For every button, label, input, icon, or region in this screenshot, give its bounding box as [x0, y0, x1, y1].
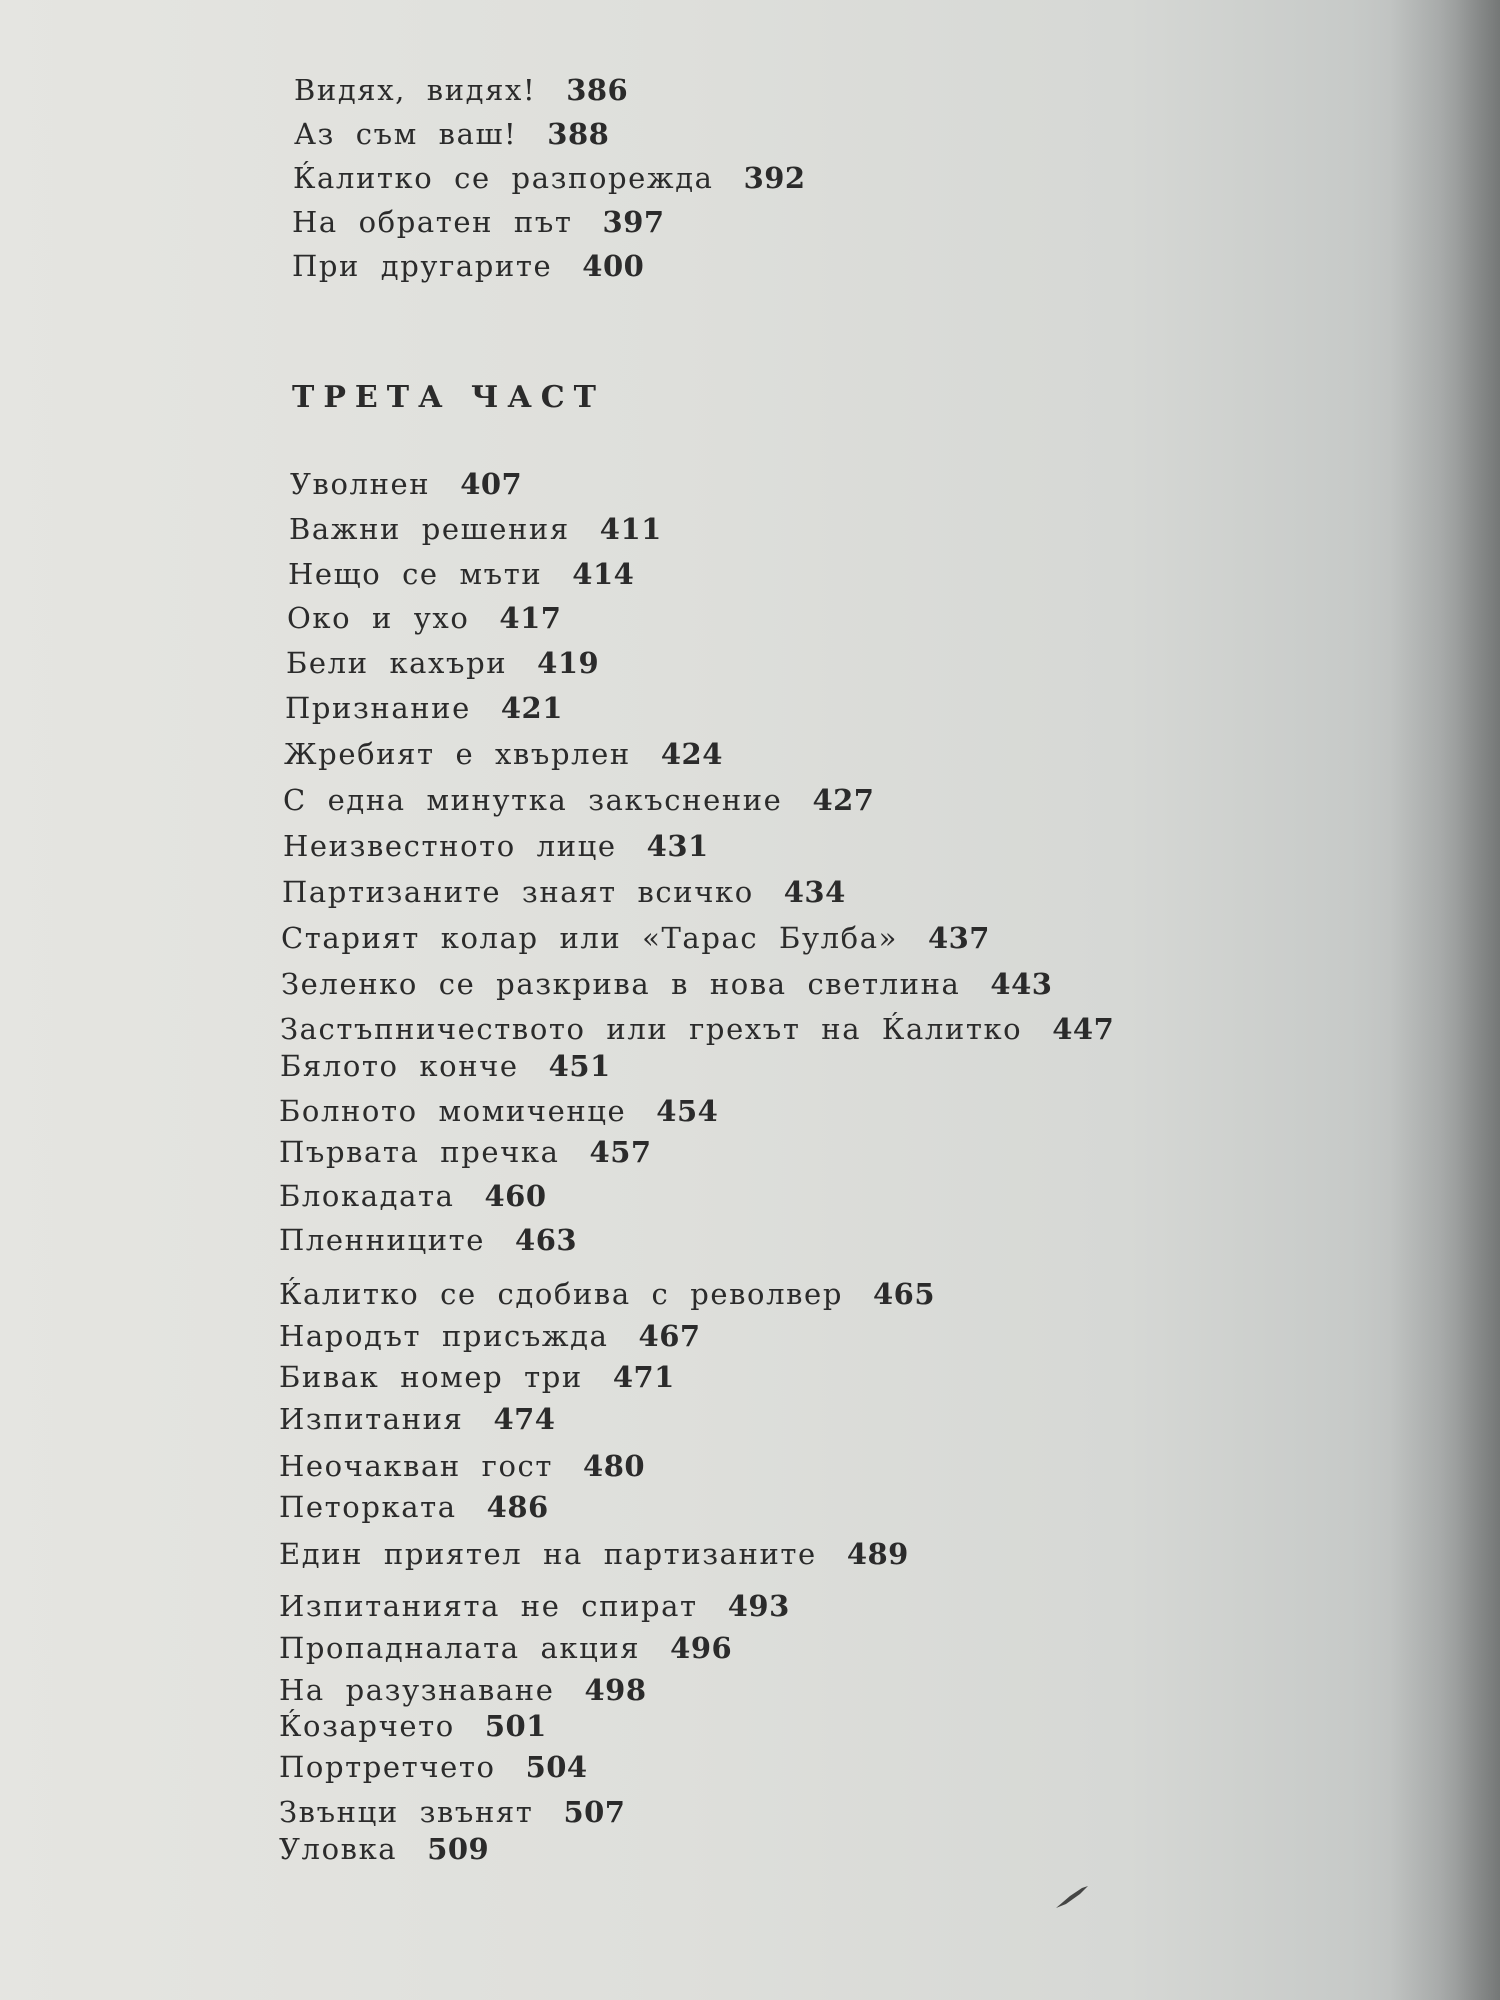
toc-entry	[292, 249, 645, 283]
toc-entry	[284, 737, 723, 771]
toc-entry	[292, 205, 665, 239]
toc-title: Изпитанията не спират	[279, 1589, 698, 1623]
toc-page-number: 386	[566, 73, 629, 107]
toc-title: Ќозарчето	[279, 1709, 455, 1743]
toc-entry	[279, 1709, 547, 1743]
toc-title: Важни решения	[289, 512, 570, 546]
toc-title: Портретчето	[279, 1750, 496, 1784]
toc-title: Старият колар или «Тарас Булба»	[281, 921, 898, 955]
toc-page-number: 474	[493, 1402, 556, 1436]
toc-page-number: 509	[427, 1832, 490, 1866]
toc-title: Видях, видях!	[294, 73, 537, 107]
toc-page-number: 463	[515, 1223, 578, 1257]
toc-entry	[279, 1631, 733, 1665]
toc-title: Един приятел на партизаните	[279, 1537, 817, 1571]
toc-entry	[294, 73, 629, 107]
toc-page-number: 486	[486, 1490, 549, 1524]
toc-page-number: 471	[612, 1360, 675, 1394]
toc-page-number: 454	[656, 1094, 719, 1128]
toc-page-number: 467	[638, 1319, 701, 1353]
toc-entry	[281, 967, 1053, 1001]
toc-title: Бялото конче	[280, 1049, 519, 1083]
toc-page-number: 451	[548, 1049, 611, 1083]
toc-page-number: 419	[537, 646, 600, 680]
toc-page-number: 457	[589, 1135, 652, 1169]
toc-entry	[279, 1673, 647, 1707]
toc-page-number: 460	[484, 1179, 547, 1213]
toc-title: Неизвестното лице	[283, 829, 617, 863]
ink-mark-icon	[1052, 1882, 1092, 1912]
toc-page-number: 400	[582, 249, 645, 283]
toc-page-number: 504	[525, 1750, 588, 1784]
toc-entry	[285, 691, 563, 725]
toc-entry	[289, 512, 662, 546]
toc-title: Зеленко се разкрива в нова светлина	[281, 967, 961, 1001]
toc-title: Петорката	[279, 1490, 457, 1524]
toc-page-number: 498	[584, 1673, 647, 1707]
toc-page-number: 417	[499, 601, 562, 635]
toc-entry	[288, 557, 635, 591]
toc-page-number: 434	[783, 875, 846, 909]
toc-title: Бели кахъри	[286, 646, 508, 680]
section-heading: ТРЕТА ЧАСТ	[292, 380, 605, 415]
toc-title: Звънци звънят	[279, 1795, 534, 1829]
toc-entry	[279, 1537, 909, 1571]
toc-page-number: 493	[727, 1589, 790, 1623]
toc-page-number: 443	[990, 967, 1053, 1001]
toc-title: Уловка	[279, 1832, 398, 1866]
toc-entry	[279, 1402, 556, 1436]
toc-title: Бивак номер три	[279, 1360, 583, 1394]
toc-entry	[281, 921, 990, 955]
toc-page-number: 414	[572, 557, 635, 591]
toc-title: Ќалитко се сдобива с револвер	[279, 1277, 843, 1311]
toc-entry	[280, 1012, 1115, 1046]
toc-page-number: 421	[500, 691, 563, 725]
toc-entry	[293, 161, 806, 195]
toc-page-number: 392	[743, 161, 806, 195]
toc-title: Блокадата	[279, 1179, 455, 1213]
toc-page-number: 388	[547, 117, 610, 151]
toc-entry	[279, 1750, 588, 1784]
toc-title: Партизаните знаят всичко	[282, 875, 754, 909]
toc-title: Ќалитко се разпорежда	[293, 161, 714, 195]
toc-page-number: 397	[602, 205, 665, 239]
toc-page-number: 447	[1052, 1012, 1115, 1046]
toc-entry	[279, 1449, 646, 1483]
toc-title: Око и ухо	[287, 601, 470, 635]
toc-title: Нещо се мъти	[288, 557, 543, 591]
toc-title: Пленниците	[279, 1223, 486, 1257]
toc-entry	[279, 1319, 701, 1353]
toc-title: Уволнен	[290, 467, 431, 501]
toc-entry	[279, 1832, 490, 1866]
toc-entry	[279, 1135, 652, 1169]
toc-entry	[279, 1277, 936, 1311]
toc-title: Изпитания	[279, 1402, 464, 1436]
toc-title: Признание	[285, 691, 471, 725]
toc-title: Пропадналата акция	[279, 1631, 641, 1665]
toc-title: Болното момиченце	[279, 1094, 627, 1128]
toc-title: Първата пречка	[279, 1135, 560, 1169]
toc-title: Неочакван гост	[279, 1449, 554, 1483]
toc-title: При другарите	[292, 249, 553, 283]
toc-page-number: 424	[660, 737, 723, 771]
toc-title: С една минутка закъснение	[283, 783, 783, 817]
toc-title: Народът присъжда	[279, 1319, 609, 1353]
toc-entry	[290, 467, 523, 501]
toc-entry	[279, 1223, 578, 1257]
toc-entry	[279, 1795, 626, 1829]
toc-page-number: 496	[670, 1631, 733, 1665]
toc-entry	[294, 117, 610, 151]
toc-page-number: 489	[846, 1537, 909, 1571]
toc-page-number: 437	[927, 921, 990, 955]
toc-entry	[282, 875, 846, 909]
toc-page-number: 507	[563, 1795, 626, 1829]
toc-entry	[287, 601, 562, 635]
toc-title: Застъпничеството или грехът на Ќалитко	[280, 1012, 1023, 1046]
toc-page-number: 431	[646, 829, 709, 863]
toc-title: Аз съм ваш!	[294, 117, 518, 151]
toc-entry	[286, 646, 600, 680]
toc-entry	[279, 1360, 675, 1394]
toc-page-number: 465	[872, 1277, 936, 1311]
toc-entry	[279, 1179, 547, 1213]
toc-entry	[279, 1589, 790, 1623]
toc-entry	[279, 1094, 719, 1128]
toc-page-number: 480	[583, 1449, 646, 1483]
toc-title: Жребият е хвърлен	[284, 737, 631, 771]
toc-page-number: 407	[460, 467, 523, 501]
toc-entry	[283, 829, 709, 863]
toc-entry	[283, 783, 875, 817]
toc-title: На обратен път	[292, 205, 573, 239]
toc-page-number: 411	[599, 512, 662, 546]
toc-entry	[279, 1490, 549, 1524]
toc-title: На разузнаване	[279, 1673, 555, 1707]
toc-page-number: 427	[812, 783, 875, 817]
toc-page-number: 501	[484, 1709, 547, 1743]
toc-entry	[280, 1049, 611, 1083]
